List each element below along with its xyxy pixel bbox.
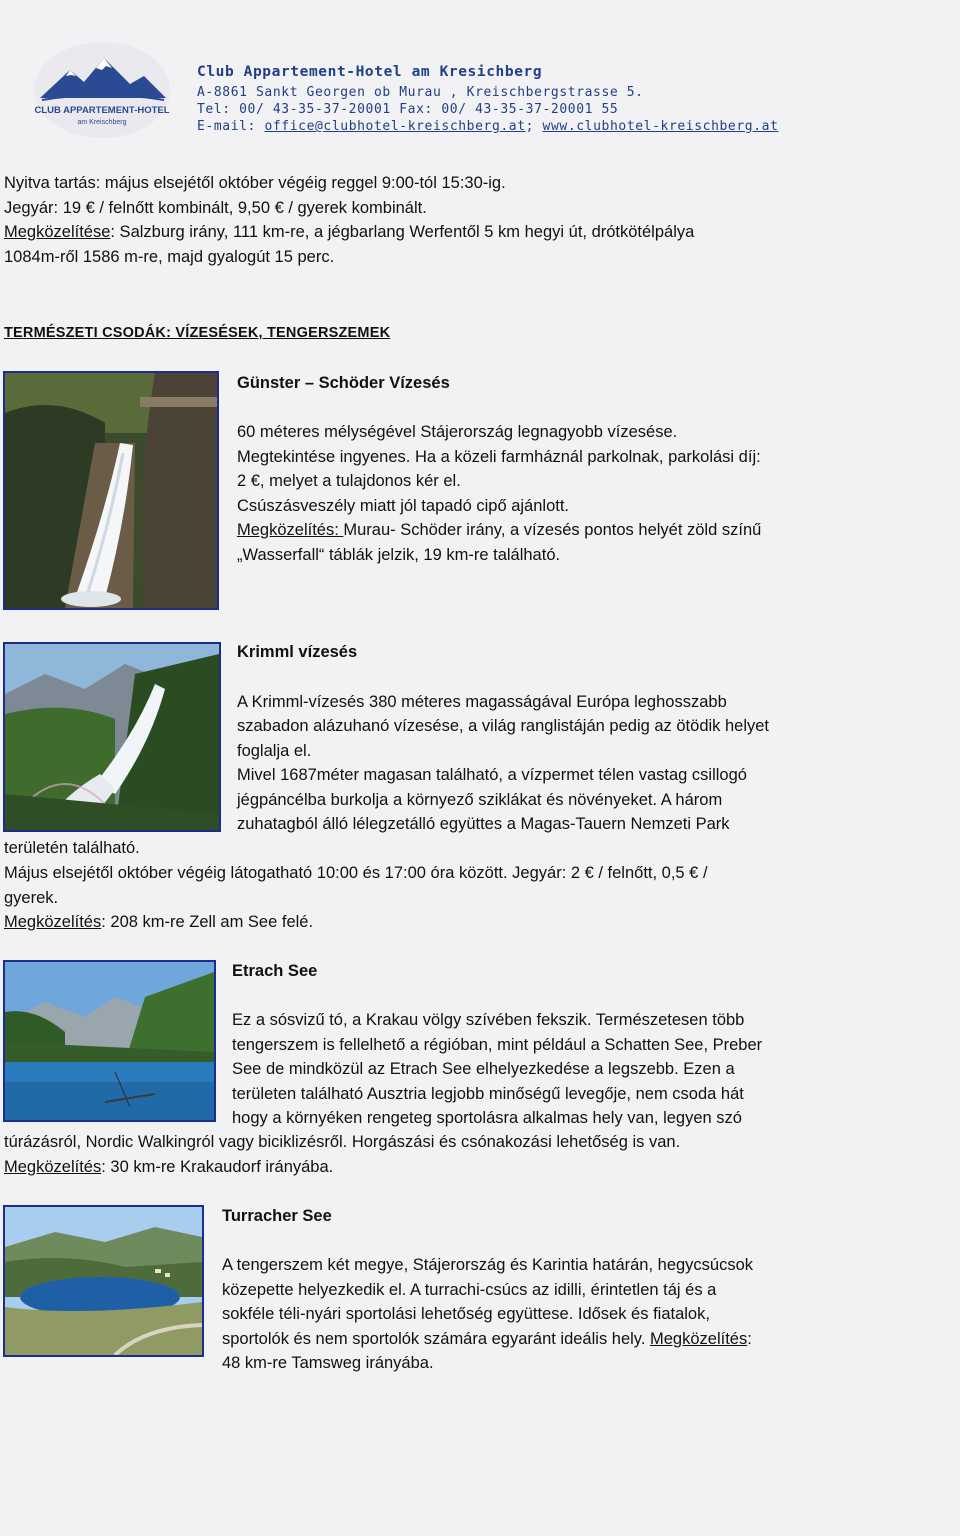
gunster-line-1: 60 méteres mélységével Stájerország legnagyobb vízesése. xyxy=(237,423,678,441)
turracher-line-3: sokféle téli-nyári sportolási lehetőség együttese. Idősek és fiatalok, xyxy=(222,1305,710,1323)
turracher-line-4-colon: : xyxy=(747,1330,752,1348)
gunster-access-label: Megközelítés: xyxy=(237,521,344,539)
turracher-line-4-text: sportolók és nem sportolók számára egyaránt ideális hely. xyxy=(222,1330,650,1348)
krimml-line-2: szabadon alázuhanó vízesése, a világ ranglistáján pedig az ötödik helyet xyxy=(237,717,770,735)
intro-access xyxy=(4,220,694,245)
gunster-access-text-2: „Wasserfall“ táblák jelzik, 19 km-re található. xyxy=(237,546,561,564)
turracher-title: Turracher See xyxy=(222,1207,332,1225)
hotel-contact-line xyxy=(197,119,779,134)
hotel-address: A-8861 Sankt Georgen ob Murau , Kreischbergstrasse 5. xyxy=(197,85,644,100)
email-link[interactable]: office@clubhotel-kreischberg.at xyxy=(264,119,526,134)
etrach-line-5: hogy a környéken rengeteg sportolásra alkalmas hely van, legyen szó xyxy=(232,1109,742,1127)
krimml-access-text: : 208 km-re Zell am See felé. xyxy=(101,913,314,931)
turracher-line-1: A tengerszem két megye, Stájerország és Karintia határán, hegycsúcsok xyxy=(222,1256,754,1274)
etrach-line-6: túrázásról, Nordic Walkingról vagy biciklizésről. Horgászási és csónakozási lehetőség is van. xyxy=(4,1133,681,1151)
etrach-access xyxy=(4,1155,333,1180)
krimml-line-8: Május elsejétől október végéig látogatható 10:00 és 17:00 óra között. Jegyár: 2 € / felnőtt, 0,5 € / xyxy=(4,864,708,882)
krimml-line-5: jégpáncélba burkolja a környező sziklákat és növényeket. A három xyxy=(237,791,723,809)
gunster-line-4: Csúszásveszély miatt jól tapadó cipő ajánlott. xyxy=(237,497,569,515)
intro-access-label: Megközelítése xyxy=(4,223,111,241)
etrach-access-label: Megközelítés xyxy=(4,1158,102,1176)
etrach-line-3: See de mindközül az Etrach See elhelyezkedése a legszebb. Ezen a xyxy=(232,1060,735,1078)
gunster-line-2: Megtekintése ingyenes. Ha a közeli farmháznál parkolnak, parkolási díj: xyxy=(237,448,761,466)
contact-separator: ; xyxy=(525,119,535,134)
turracher-line-4 xyxy=(222,1327,752,1352)
intro-access-text-2: 1084m-ről 1586 m-re, majd gyalogút 15 perc. xyxy=(4,248,335,266)
etrach-line-2: tengerszem is fellelhető a régióban, mint például a Schatten See, Preber xyxy=(232,1036,763,1054)
krimml-line-9: gyerek. xyxy=(4,889,59,907)
gunster-access xyxy=(237,518,761,543)
turracher-line-2: közepette helyezkedik el. A turrachi-csúcs az idilli, érintetlen táj és a xyxy=(222,1281,717,1299)
krimml-access xyxy=(4,910,313,935)
intro-opening: Nyitva tartás: május elsejétől október végéig reggel 9:00-tól 15:30-ig. xyxy=(4,174,506,192)
etrach-title: Etrach See xyxy=(232,962,318,980)
gunster-line-3: 2 €, melyet a tulajdonos kér el. xyxy=(237,472,461,490)
krimml-access-label: Megközelítés xyxy=(4,913,102,931)
turracher-lake-photo xyxy=(3,1205,204,1357)
email-label: E-mail: xyxy=(197,119,256,134)
gunster-waterfall-photo xyxy=(3,371,219,610)
section-title: TERMÉSZETI CSODÁK: VÍZESÉSEK, TENGERSZEMEK xyxy=(4,325,391,341)
krimml-line-1: A Krimml-vízesés 380 méteres magasságával Európa leghosszabb xyxy=(237,693,727,711)
gunster-access-text: Murau- Schöder irány, a vízesés pontos helyét zöld színű xyxy=(343,521,762,539)
krimml-line-7: területén található. xyxy=(4,839,140,857)
etrach-line-4: területen található Ausztria legjobb minőségű levegője, nem csoda hát xyxy=(232,1085,744,1103)
krimml-line-4: Mivel 1687méter magasan található, a vízpermet télen vastag csillogó xyxy=(237,766,747,784)
krimml-line-3: foglalja el. xyxy=(237,742,312,760)
etrach-line-1: Ez a sósvizű tó, a Krakau völgy szívében fekszik. Természetesen több xyxy=(232,1011,745,1029)
turracher-access-label: Megközelítés xyxy=(650,1330,748,1348)
hotel-phone: Tel: 00/ 43-35-37-20001 Fax: 00/ 43-35-37-20001 55 xyxy=(197,102,619,117)
krimml-title: Krimml vízesés xyxy=(237,643,358,661)
hotel-logo xyxy=(32,40,172,140)
intro-access-text: : Salzburg irány, 111 km-re, a jégbarlang Werfentől 5 km hegyi út, drótkötélpálya xyxy=(110,223,695,241)
krimml-line-6: zuhatagból álló lélegzetálló együttes a Magas-Tauern Nemzeti Park xyxy=(237,815,730,833)
etrach-lake-photo xyxy=(3,960,216,1122)
hotel-name: Club Appartement-Hotel am Kresichberg xyxy=(197,64,543,80)
website-link[interactable]: www.clubhotel-kreischberg.at xyxy=(542,119,779,134)
etrach-access-text: : 30 km-re Krakaudorf irányába. xyxy=(101,1158,334,1176)
gunster-title: Günster – Schöder Vízesés xyxy=(237,374,450,392)
logo-text-main: CLUB APPARTEMENT-HOTEL xyxy=(34,105,170,116)
krimml-waterfall-photo xyxy=(3,642,221,832)
intro-ticket: Jegyár: 19 € / felnőtt kombinált, 9,50 € / gyerek kombinált. xyxy=(4,199,427,217)
turracher-line-5: 48 km-re Tamsweg irányába. xyxy=(222,1354,434,1372)
logo-text-sub: am Kreischberg xyxy=(77,119,127,126)
